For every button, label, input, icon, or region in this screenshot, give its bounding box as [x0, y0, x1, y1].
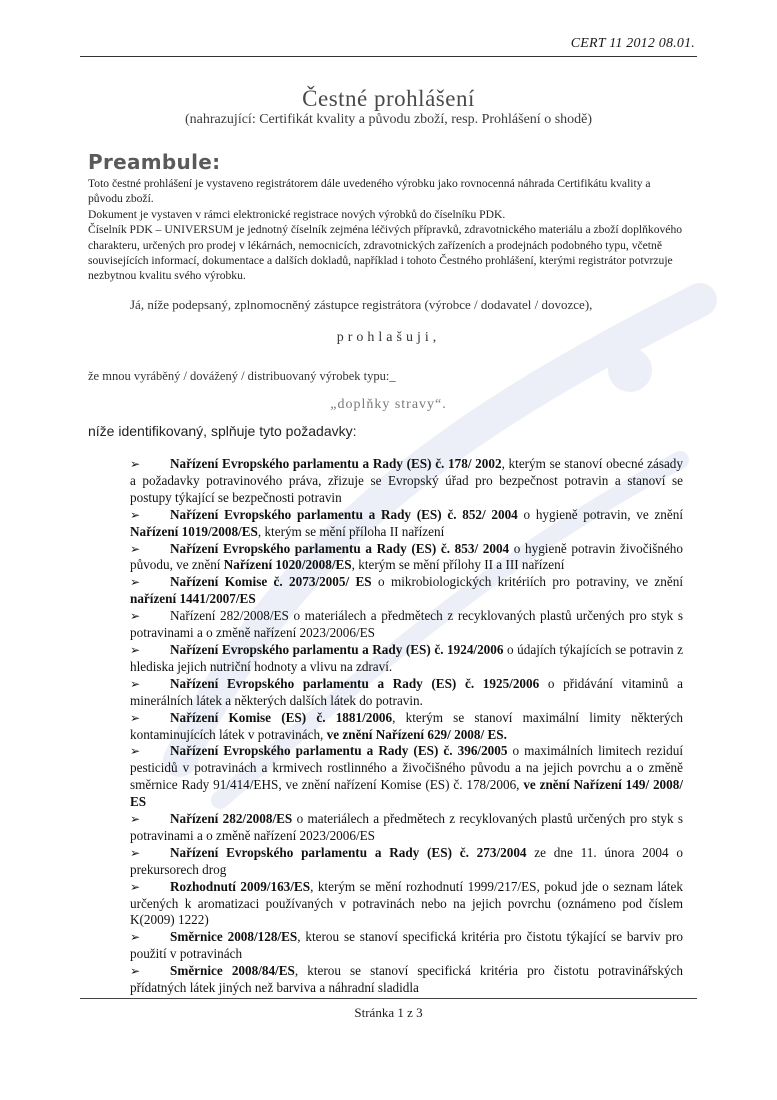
regulation-text: o údajích týkajících se potravin z hlediska jejich nutriční hodnoty a vlivu na zdraví. [130, 641, 683, 674]
regulation-name: Nařízení Evropského parlamentu a Rady (ES) č. 852/ 2004 [170, 506, 518, 522]
regulation-name: Nařízení Evropského parlamentu a Rady (ES) č. 1924/2006 [170, 641, 504, 657]
regulation-item [130, 811, 683, 845]
regulation-text: o hygieně potravin, ve znění [517, 506, 683, 522]
arrow-right-icon: ➢ [130, 457, 141, 471]
regulation-item [130, 676, 683, 710]
product-type-value: „doplňky stravy“. [330, 397, 447, 412]
arrow-right-icon: ➢ [130, 879, 141, 894]
footer-divider [80, 998, 697, 999]
regulation-text: o maximálních limitech reziduí pesticidů v potravinách a krmivech rostlinného a živočišného původu a na jejich povrchu a o změně směrnice Rady 91/414/EHS, ve znění nařízení Komise (ES) č. 178/2006, [130, 743, 683, 793]
regulation-item [130, 879, 683, 930]
regulation-name: ve znění Nařízení 629/ 2008/ ES. [326, 726, 507, 742]
preamble-paragraph: Číselník PDK – UNIVERSUM je jednotný číselník zejména léčivých přípravků, zdravotnického materiálu a zboží doplňkového charakteru, určených pro prodej v lékárnách, nemocnicích, zdravotnických zařízeních a prodejnách podobného typu, včetně souvisejících informací, dokumentace a dalších dokladů, například i tohoto Čestného prohlášení, kterými registrátor potvrzuje nezbytnou kvalitu svého výrobku. [88, 223, 683, 283]
arrow-right-icon: ➢ [130, 541, 141, 556]
regulation-text: , kterou se stanoví specifická kritéria pro čistotu týkající se barviv pro použití v potravinách [130, 929, 683, 962]
arrow-right-icon: ➢ [130, 710, 141, 725]
regulation-item [130, 845, 683, 879]
preamble-section [88, 150, 688, 284]
regulation-text: o hygieně potravin živočišného původu, ve znění [130, 540, 683, 573]
arrow-right-icon: ➢ [130, 676, 141, 691]
regulation-name: Nařízení 1020/2008/ES [223, 557, 352, 573]
regulation-item [130, 608, 683, 642]
document-subtitle: (nahrazující: Certifikát kvality a původu zboží, resp. Prohlášení o shodě) [184, 112, 593, 127]
regulation-item [130, 574, 683, 608]
regulation-item [130, 541, 683, 575]
regulation-text: o přidávání vitaminů a minerálních látek a některých dalších látek do potravin. [130, 675, 683, 708]
regulation-name: Směrnice 2008/128/ES [170, 929, 298, 945]
arrow-right-icon: ➢ [130, 609, 141, 624]
regulation-name: Rozhodnutí 2009/163/ES [170, 878, 311, 894]
regulation-name: Směrnice 2008/84/ES [170, 963, 295, 979]
arrow-right-icon: ➢ [130, 845, 141, 860]
regulation-text: , kterým se mění příloha II nařízení [257, 523, 445, 539]
regulation-text: Nařízení 282/2008/ES o materiálech a předmětech z recyklovaných plastů určených pro styk s potravinami a o změně nařízení 2023/2006/ES [130, 608, 683, 641]
preamble-paragraph: Dokument je vystaven v rámci elektronické registrace nových výrobků do číselníku PDK. [88, 207, 506, 221]
preamble-paragraph: Toto čestné prohlášení je vystaveno registrátorem dále uvedeného výrobku jako rovnocenná náhrada Certifikátu kvality a původu zboží. [88, 177, 651, 206]
regulation-item [130, 963, 683, 997]
document-title: Čestné prohlášení [302, 86, 475, 111]
regulation-item [130, 456, 683, 507]
regulation-text: o mikrobiologických kritériích pro potraviny, ve znění [371, 574, 683, 590]
declarant-statement: Já, níže podepsaný, zplnomocněný zástupce registrátora (výrobce / dodavatel / dovozce), [130, 297, 593, 312]
arrow-right-icon: ➢ [130, 930, 141, 945]
regulation-text: , kterým se stanoví obecné zásady a požadavky potravinového práva, zřizuje se Evropský úřad pro bezpečnost potravin a stanoví se postupy týkající se bezpečnosti potravin [130, 456, 683, 505]
arrow-right-icon: ➢ [130, 744, 141, 759]
regulation-name: Nařízení Komise č. 2073/2005/ ES [170, 574, 372, 590]
regulation-text: , kterým se mění přílohy II a III nařízení [351, 557, 565, 573]
regulation-name: Nařízení Evropského parlamentu a Rady (ES) č. 273/2004 [170, 844, 527, 860]
regulation-name: nařízení 1441/2007/ES [130, 591, 256, 607]
arrow-right-icon: ➢ [130, 575, 141, 590]
arrow-right-icon: ➢ [130, 642, 141, 657]
regulation-text: , kterým se stanoví maximální limity některých kontaminujících látek v potravinách, [130, 709, 683, 742]
requirements-intro: níže identifikovaný, splňuje tyto požadavky: [88, 423, 357, 439]
regulation-item [130, 929, 683, 963]
regulation-name: Nařízení Evropského parlamentu a Rady (ES) č. 396/2005 [170, 743, 508, 759]
regulation-name: Nařízení Evropského parlamentu a Rady (ES) č. 1925/2006 [170, 675, 540, 691]
regulation-text: o materiálech a předmětech z recyklovaných plastů určených pro styk s potravinami a o změně nařízení 2023/2006/ES [130, 811, 683, 843]
arrow-right-icon: ➢ [130, 964, 141, 979]
regulation-item [130, 507, 683, 541]
preamble-title: Preambule: [88, 150, 221, 174]
header-divider [80, 56, 697, 57]
regulation-item [130, 743, 683, 811]
regulation-name: Nařízení 1019/2008/ES [130, 523, 258, 539]
regulation-name: Nařízení Evropského parlamentu a Rady (ES) č. 178/ 2002 [170, 456, 502, 471]
page-number: Stránka 1 z 3 [354, 1005, 423, 1020]
regulation-name: Nařízení Komise (ES) č. 1881/2006 [170, 709, 393, 725]
document-reference: CERT 11 2012 08.01. [570, 36, 695, 51]
arrow-right-icon: ➢ [130, 812, 141, 827]
regulation-text: , kterým se mění rozhodnutí 1999/217/ES, pokud jde o seznam látek určených k aromatizaci používaných v potravinách nebo na jejich povrchu (oznámeno pod číslem K(2009) 1222) [130, 878, 684, 928]
regulation-item [130, 642, 683, 676]
regulation-text: , kterou se stanoví specifická kritéria pro čistotu potravinářských přídatných látek jiných než barviva a náhradní sladidla [130, 963, 683, 996]
regulations-list [130, 456, 683, 997]
product-type-line: že mnou vyráběný / dovážený / distribuovaný výrobek typu:_ [88, 369, 396, 383]
regulation-name: Nařízení 282/2008/ES [170, 811, 293, 827]
arrow-right-icon: ➢ [130, 507, 141, 522]
regulation-name: ve znění Nařízení 149/ 2008/ ES [130, 777, 683, 810]
declaration-word: prohlašuji, [336, 330, 441, 345]
regulation-item [130, 710, 683, 744]
regulation-text: ze dne 11. února 2004 o prekursorech drog [130, 844, 683, 877]
regulation-name: Nařízení Evropského parlamentu a Rady (ES) č. 853/ 2004 [170, 540, 510, 556]
